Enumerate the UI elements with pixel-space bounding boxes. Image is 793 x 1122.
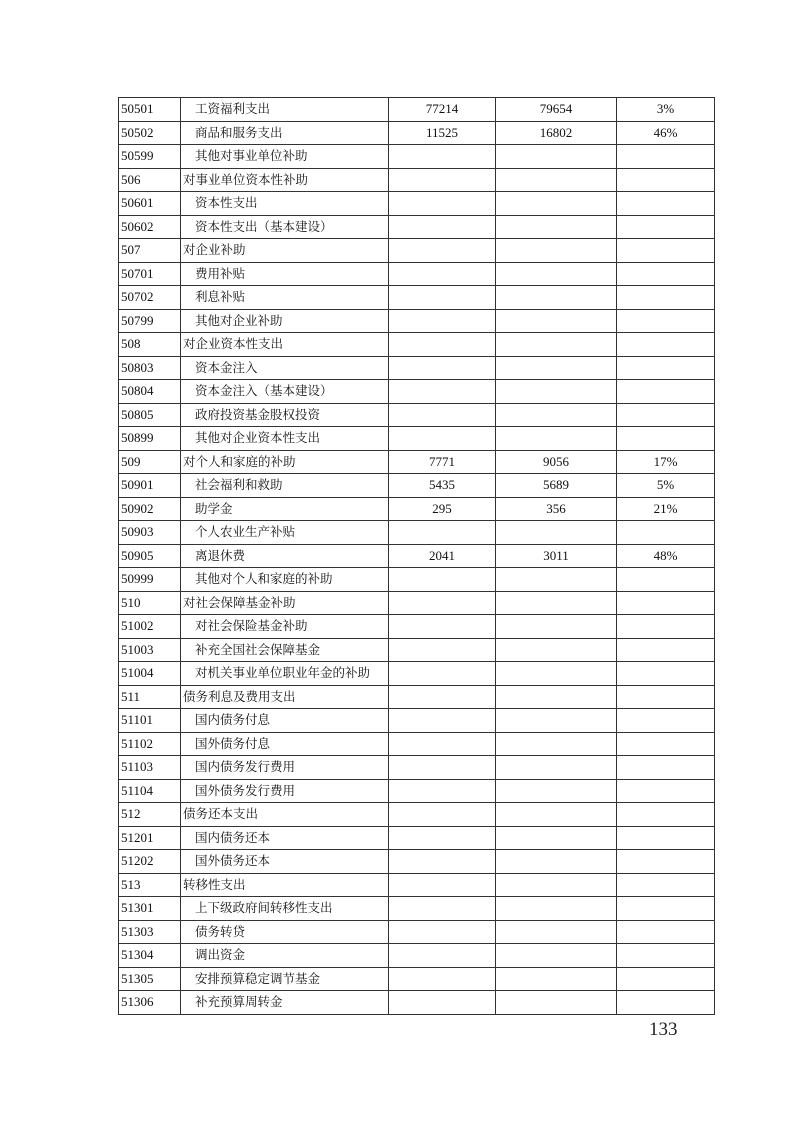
account-name-cell: 补充全国社会保障基金 [181, 638, 389, 662]
amount-cell-1 [389, 568, 496, 592]
amount-cell-2: 79654 [496, 98, 617, 122]
percent-change-cell [617, 568, 715, 592]
table-row [119, 591, 715, 615]
account-code-cell: 50502 [119, 121, 181, 145]
amount-cell-2 [496, 897, 617, 921]
amount-cell-2: 3011 [496, 544, 617, 568]
amount-cell-1 [389, 756, 496, 780]
percent-change-cell [617, 662, 715, 686]
account-name-cell: 国外债务还本 [181, 850, 389, 874]
account-name-cell: 资本金注入（基本建设） [181, 380, 389, 404]
account-code-cell: 50804 [119, 380, 181, 404]
account-code-cell: 50905 [119, 544, 181, 568]
amount-cell-1 [389, 615, 496, 639]
account-code-cell: 51003 [119, 638, 181, 662]
account-code-cell: 51201 [119, 826, 181, 850]
amount-cell-1 [389, 873, 496, 897]
amount-cell-2 [496, 380, 617, 404]
account-name-cell: 安排预算稳定调节基金 [181, 967, 389, 991]
percent-change-cell: 17% [617, 450, 715, 474]
account-name-cell: 债务利息及费用支出 [181, 685, 389, 709]
account-code-cell: 50501 [119, 98, 181, 122]
account-name-cell: 其他对事业单位补助 [181, 145, 389, 169]
account-name-cell: 上下级政府间转移性支出 [181, 897, 389, 921]
account-name-cell: 对个人和家庭的补助 [181, 450, 389, 474]
amount-cell-1 [389, 239, 496, 263]
table-row [119, 168, 715, 192]
amount-cell-1 [389, 685, 496, 709]
percent-change-cell [617, 333, 715, 357]
budget-table [118, 97, 715, 1015]
account-code-cell: 50799 [119, 309, 181, 333]
percent-change-cell [617, 403, 715, 427]
budget-table-body [119, 98, 715, 1015]
account-name-cell: 债务转贷 [181, 920, 389, 944]
account-name-cell: 利息补贴 [181, 286, 389, 310]
table-row [119, 427, 715, 451]
account-name-cell: 其他对个人和家庭的补助 [181, 568, 389, 592]
amount-cell-1 [389, 215, 496, 239]
amount-cell-1 [389, 826, 496, 850]
percent-change-cell [617, 309, 715, 333]
account-code-cell: 50602 [119, 215, 181, 239]
amount-cell-2 [496, 756, 617, 780]
amount-cell-2 [496, 192, 617, 216]
account-code-cell: 51102 [119, 732, 181, 756]
amount-cell-1 [389, 920, 496, 944]
amount-cell-2: 16802 [496, 121, 617, 145]
amount-cell-2 [496, 333, 617, 357]
amount-cell-2 [496, 521, 617, 545]
amount-cell-2 [496, 403, 617, 427]
percent-change-cell [617, 920, 715, 944]
percent-change-cell [617, 967, 715, 991]
amount-cell-1 [389, 850, 496, 874]
account-name-cell: 社会福利和救助 [181, 474, 389, 498]
percent-change-cell [617, 779, 715, 803]
amount-cell-1 [389, 732, 496, 756]
amount-cell-1: 295 [389, 497, 496, 521]
percent-change-cell: 48% [617, 544, 715, 568]
amount-cell-2 [496, 967, 617, 991]
percent-change-cell [617, 615, 715, 639]
percent-change-cell [617, 826, 715, 850]
percent-change-cell [617, 591, 715, 615]
account-name-cell: 资本性支出（基本建设） [181, 215, 389, 239]
amount-cell-1: 2041 [389, 544, 496, 568]
amount-cell-1 [389, 286, 496, 310]
percent-change-cell [617, 873, 715, 897]
account-code-cell: 510 [119, 591, 181, 615]
percent-change-cell: 3% [617, 98, 715, 122]
percent-change-cell [617, 521, 715, 545]
amount-cell-2 [496, 779, 617, 803]
percent-change-cell: 5% [617, 474, 715, 498]
amount-cell-2 [496, 145, 617, 169]
amount-cell-2 [496, 215, 617, 239]
account-name-cell: 转移性支出 [181, 873, 389, 897]
percent-change-cell [617, 756, 715, 780]
account-code-cell: 50601 [119, 192, 181, 216]
account-name-cell: 个人农业生产补贴 [181, 521, 389, 545]
percent-change-cell [617, 286, 715, 310]
table-row [119, 826, 715, 850]
amount-cell-1 [389, 967, 496, 991]
account-name-cell: 国内债务付息 [181, 709, 389, 733]
amount-cell-1 [389, 803, 496, 827]
amount-cell-1: 77214 [389, 98, 496, 122]
account-code-cell: 51103 [119, 756, 181, 780]
percent-change-cell [617, 685, 715, 709]
amount-cell-2 [496, 920, 617, 944]
table-row [119, 192, 715, 216]
account-name-cell: 助学金 [181, 497, 389, 521]
amount-cell-2 [496, 427, 617, 451]
account-code-cell: 511 [119, 685, 181, 709]
table-row [119, 920, 715, 944]
account-code-cell: 50999 [119, 568, 181, 592]
percent-change-cell [617, 239, 715, 263]
table-row [119, 944, 715, 968]
amount-cell-1 [389, 638, 496, 662]
table-row [119, 145, 715, 169]
account-name-cell: 对企业补助 [181, 239, 389, 263]
page-number: 133 [649, 1019, 678, 1040]
account-code-cell: 51301 [119, 897, 181, 921]
table-row [119, 756, 715, 780]
table-row [119, 286, 715, 310]
account-code-cell: 51101 [119, 709, 181, 733]
amount-cell-2 [496, 638, 617, 662]
table-row [119, 356, 715, 380]
table-row [119, 638, 715, 662]
amount-cell-2 [496, 709, 617, 733]
account-name-cell: 政府投资基金股权投资 [181, 403, 389, 427]
amount-cell-2 [496, 850, 617, 874]
amount-cell-2 [496, 239, 617, 263]
table-row [119, 309, 715, 333]
table-row [119, 121, 715, 145]
account-name-cell: 调出资金 [181, 944, 389, 968]
amount-cell-1 [389, 662, 496, 686]
account-code-cell: 51002 [119, 615, 181, 639]
amount-cell-2 [496, 944, 617, 968]
amount-cell-2: 356 [496, 497, 617, 521]
percent-change-cell [617, 991, 715, 1015]
percent-change-cell [617, 215, 715, 239]
table-row [119, 568, 715, 592]
amount-cell-2 [496, 591, 617, 615]
account-code-cell: 51104 [119, 779, 181, 803]
table-row [119, 380, 715, 404]
table-row [119, 544, 715, 568]
amount-cell-1: 11525 [389, 121, 496, 145]
account-code-cell: 51305 [119, 967, 181, 991]
amount-cell-2 [496, 356, 617, 380]
account-name-cell: 国外债务付息 [181, 732, 389, 756]
percent-change-cell: 46% [617, 121, 715, 145]
table-row [119, 450, 715, 474]
table-row [119, 521, 715, 545]
percent-change-cell [617, 145, 715, 169]
amount-cell-1 [389, 991, 496, 1015]
account-code-cell: 506 [119, 168, 181, 192]
amount-cell-2 [496, 168, 617, 192]
table-row [119, 685, 715, 709]
table-row [119, 333, 715, 357]
amount-cell-2 [496, 262, 617, 286]
amount-cell-1 [389, 944, 496, 968]
percent-change-cell [617, 638, 715, 662]
account-name-cell: 债务还本支出 [181, 803, 389, 827]
account-name-cell: 其他对企业补助 [181, 309, 389, 333]
account-name-cell: 对机关事业单位职业年金的补助 [181, 662, 389, 686]
percent-change-cell: 21% [617, 497, 715, 521]
account-code-cell: 50701 [119, 262, 181, 286]
amount-cell-1 [389, 709, 496, 733]
amount-cell-2 [496, 309, 617, 333]
amount-cell-1 [389, 591, 496, 615]
account-code-cell: 50805 [119, 403, 181, 427]
amount-cell-1 [389, 356, 496, 380]
table-row [119, 850, 715, 874]
table-row [119, 239, 715, 263]
table-row [119, 215, 715, 239]
account-name-cell: 对事业单位资本性补助 [181, 168, 389, 192]
amount-cell-1 [389, 168, 496, 192]
percent-change-cell [617, 732, 715, 756]
account-code-cell: 50902 [119, 497, 181, 521]
amount-cell-2 [496, 873, 617, 897]
percent-change-cell [617, 803, 715, 827]
table-row [119, 474, 715, 498]
account-code-cell: 507 [119, 239, 181, 263]
amount-cell-1: 5435 [389, 474, 496, 498]
percent-change-cell [617, 356, 715, 380]
account-code-cell: 50903 [119, 521, 181, 545]
percent-change-cell [617, 897, 715, 921]
table-row [119, 732, 715, 756]
account-name-cell: 国内债务还本 [181, 826, 389, 850]
amount-cell-1 [389, 897, 496, 921]
account-name-cell: 对社会保险基金补助 [181, 615, 389, 639]
account-name-cell: 商品和服务支出 [181, 121, 389, 145]
amount-cell-2 [496, 286, 617, 310]
table-row [119, 709, 715, 733]
table-row [119, 991, 715, 1015]
account-name-cell: 离退休费 [181, 544, 389, 568]
percent-change-cell [617, 380, 715, 404]
amount-cell-1 [389, 145, 496, 169]
amount-cell-2 [496, 662, 617, 686]
account-name-cell: 工资福利支出 [181, 98, 389, 122]
amount-cell-2 [496, 732, 617, 756]
table-row [119, 779, 715, 803]
account-name-cell: 费用补贴 [181, 262, 389, 286]
percent-change-cell [617, 850, 715, 874]
percent-change-cell [617, 262, 715, 286]
table-row [119, 98, 715, 122]
account-code-cell: 51202 [119, 850, 181, 874]
amount-cell-2 [496, 615, 617, 639]
amount-cell-2: 5689 [496, 474, 617, 498]
percent-change-cell [617, 944, 715, 968]
account-name-cell: 资本性支出 [181, 192, 389, 216]
account-code-cell: 508 [119, 333, 181, 357]
amount-cell-1 [389, 521, 496, 545]
table-row [119, 897, 715, 921]
account-code-cell: 50803 [119, 356, 181, 380]
table-row [119, 615, 715, 639]
account-code-cell: 51306 [119, 991, 181, 1015]
account-name-cell: 对社会保障基金补助 [181, 591, 389, 615]
account-code-cell: 51304 [119, 944, 181, 968]
amount-cell-1 [389, 192, 496, 216]
table-row [119, 873, 715, 897]
table-row [119, 262, 715, 286]
amount-cell-2 [496, 803, 617, 827]
amount-cell-1 [389, 427, 496, 451]
account-name-cell: 国外债务发行费用 [181, 779, 389, 803]
table-row [119, 803, 715, 827]
amount-cell-2 [496, 826, 617, 850]
account-name-cell: 国内债务发行费用 [181, 756, 389, 780]
account-code-cell: 509 [119, 450, 181, 474]
amount-cell-1 [389, 380, 496, 404]
account-code-cell: 512 [119, 803, 181, 827]
amount-cell-1 [389, 262, 496, 286]
table-row [119, 967, 715, 991]
amount-cell-1: 7771 [389, 450, 496, 474]
amount-cell-2 [496, 991, 617, 1015]
amount-cell-1 [389, 779, 496, 803]
percent-change-cell [617, 709, 715, 733]
percent-change-cell [617, 427, 715, 451]
account-name-cell: 补充预算周转金 [181, 991, 389, 1015]
account-code-cell: 50901 [119, 474, 181, 498]
account-name-cell: 对企业资本性支出 [181, 333, 389, 357]
percent-change-cell [617, 192, 715, 216]
amount-cell-1 [389, 309, 496, 333]
account-code-cell: 51303 [119, 920, 181, 944]
table-row [119, 497, 715, 521]
account-code-cell: 51004 [119, 662, 181, 686]
amount-cell-1 [389, 333, 496, 357]
account-code-cell: 50599 [119, 145, 181, 169]
account-code-cell: 50702 [119, 286, 181, 310]
table-row [119, 662, 715, 686]
amount-cell-2: 9056 [496, 450, 617, 474]
amount-cell-2 [496, 568, 617, 592]
account-code-cell: 50899 [119, 427, 181, 451]
percent-change-cell [617, 168, 715, 192]
account-name-cell: 资本金注入 [181, 356, 389, 380]
table-row [119, 403, 715, 427]
account-code-cell: 513 [119, 873, 181, 897]
amount-cell-2 [496, 685, 617, 709]
account-name-cell: 其他对企业资本性支出 [181, 427, 389, 451]
amount-cell-1 [389, 403, 496, 427]
